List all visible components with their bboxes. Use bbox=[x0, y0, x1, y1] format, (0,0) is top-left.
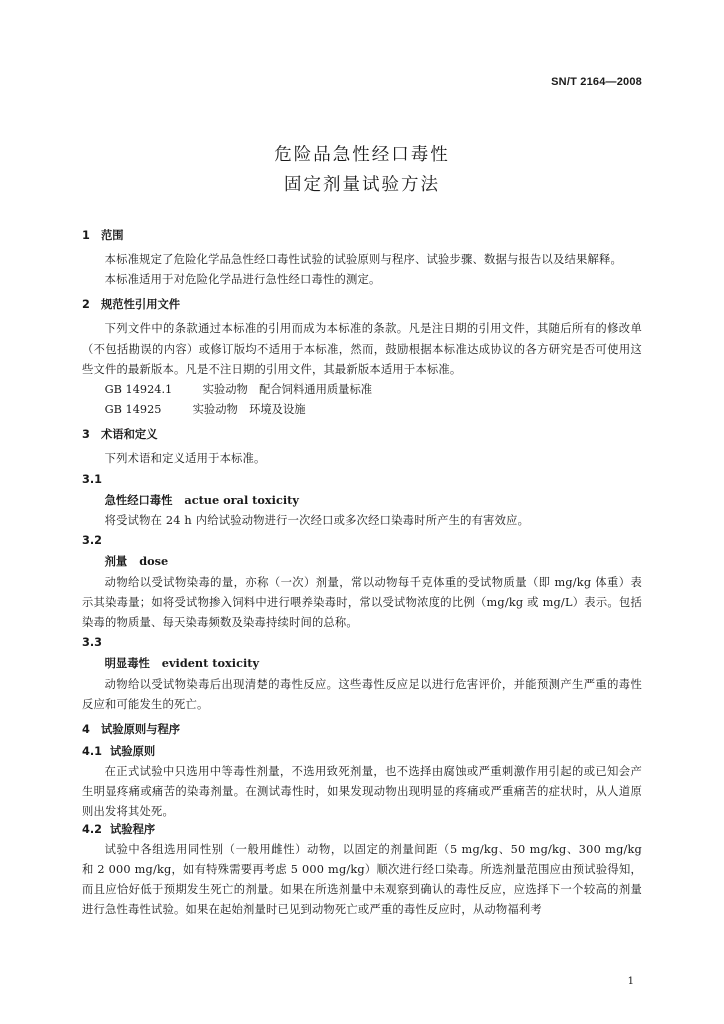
document-title-line2: 固定剂量试验方法 bbox=[284, 175, 440, 195]
reference-name: 实验动物 环境及设施 bbox=[192, 403, 306, 417]
page-number: 1 bbox=[627, 976, 634, 987]
reference-code: GB 14924.1 bbox=[104, 383, 173, 397]
section-number: 4 bbox=[82, 723, 90, 737]
section-heading-2 bbox=[82, 298, 642, 312]
term-en: actue oral toxicity bbox=[184, 492, 299, 507]
document-body bbox=[82, 229, 642, 920]
section-number: 2 bbox=[82, 298, 90, 312]
term-definition: 动物给以受试物染毒后出现清楚的毒性反应。这些毒性反应足以进行危害评价，并能预测产生严重的毒性反应和可能发生的死亡。 bbox=[82, 677, 642, 711]
subsection-number: 4.2 bbox=[82, 822, 103, 836]
reference-name: 实验动物 配合饲料通用质量标准 bbox=[202, 383, 373, 397]
paragraph: 本标准规定了危险化学品急性经口毒性试验的试验原则与程序、试验步骤、数据与报告以及结果解释。 bbox=[104, 253, 622, 266]
section-title: 规范性引用文件 bbox=[101, 298, 181, 312]
subsection-heading-4-1 bbox=[82, 745, 642, 759]
term-en: evident toxicity bbox=[161, 656, 260, 671]
term-zh: 明显毒性 bbox=[104, 657, 150, 671]
paragraph: 本标准适用于对危险化学品进行急性经口毒性的测定。 bbox=[104, 273, 381, 287]
paragraph: 在正式试验中只选用中等毒性剂量，不选用致死剂量，也不选择由腐蚀或严重刺激作用引起的或已知会产生明显疼痛或痛苦的染毒剂量。在测试毒性时，如果发现动物出现明显的疼痛或严重痛苦的症状时，从人道原则出发将其处死。 bbox=[82, 765, 642, 819]
term-en: dose bbox=[139, 554, 169, 569]
paragraph: 下列术语和定义适用于本标准。 bbox=[104, 452, 266, 466]
subsection-number: 4.1 bbox=[82, 745, 103, 759]
reference-item bbox=[82, 380, 642, 400]
section-heading-4 bbox=[82, 723, 642, 737]
term-number: 3.1 bbox=[82, 472, 103, 486]
section-title: 范围 bbox=[101, 229, 124, 242]
term-zh: 剂量 bbox=[104, 555, 128, 569]
section-heading-3 bbox=[82, 428, 642, 442]
term-title bbox=[82, 653, 642, 674]
term-definition: 动物给以受试物染毒的量，亦称（一次）剂量，常以动物每千克体重的受试物质量（即 mg/kg 体重）表示其染毒量；如将受试物掺入饲料中进行喂养染毒时，常以受试物浓度的比例（mg/kg 或 mg/L）表示。包括染毒的物质量、每天染毒频数及染毒持续时间的总称。 bbox=[82, 575, 642, 630]
section-title: 术语和定义 bbox=[101, 428, 158, 442]
term-number: 3.3 bbox=[82, 636, 103, 650]
standard-code: SN/T 2164—2008 bbox=[551, 76, 642, 88]
section-number: 3 bbox=[82, 428, 90, 442]
term-definition: 将受试物在 24 h 内给试验动物进行一次经口或多次经口染毒时所产生的有害效应。 bbox=[104, 514, 530, 528]
paragraph: 下列文件中的条款通过本标准的引用而成为本标准的条款。凡是注日期的引用文件，其随后所有的修改单（不包括勘误的内容）或修订版均不适用于本标准，然而，鼓励根据本标准达成协议的各方研究是否可使用这些文件的最新版本。凡是不注日期的引用文件，其最新版本适用于本标准。 bbox=[82, 322, 642, 376]
term-title bbox=[82, 551, 642, 572]
section-number: 1 bbox=[82, 229, 90, 242]
reference-item bbox=[82, 400, 642, 420]
subsection-title: 试验原则 bbox=[110, 745, 156, 759]
subsection-title: 试验程序 bbox=[110, 822, 156, 836]
paragraph: 试验中各组选用同性别（一般用雌性）动物，以固定的剂量间距（5 mg/kg、50 mg/kg、300 mg/kg 和 2 000 mg/kg，如有特殊需要再考虑 5 000 mg/kg）顺次进行经口染毒。所选剂量范围应由预试验得知，而且应恰好低于预期发生死亡的剂量。如果在所选剂量中未观察到确认的毒性反应，应选择下一个较高的剂量进行急性毒性试验。如果在起始剂量时已见到动物死亡或严重的毒性反应时，从动物福利考 bbox=[82, 842, 642, 917]
term-number: 3.2 bbox=[82, 534, 103, 548]
reference-code: GB 14925 bbox=[104, 403, 162, 417]
term-title bbox=[82, 490, 642, 511]
section-title: 试验原则与程序 bbox=[101, 723, 181, 737]
section-heading-1 bbox=[82, 229, 642, 243]
document-title-line1: 危险品急性经口毒性 bbox=[274, 145, 450, 165]
term-zh: 急性经口毒性 bbox=[104, 493, 173, 507]
subsection-heading-4-2 bbox=[82, 823, 642, 837]
